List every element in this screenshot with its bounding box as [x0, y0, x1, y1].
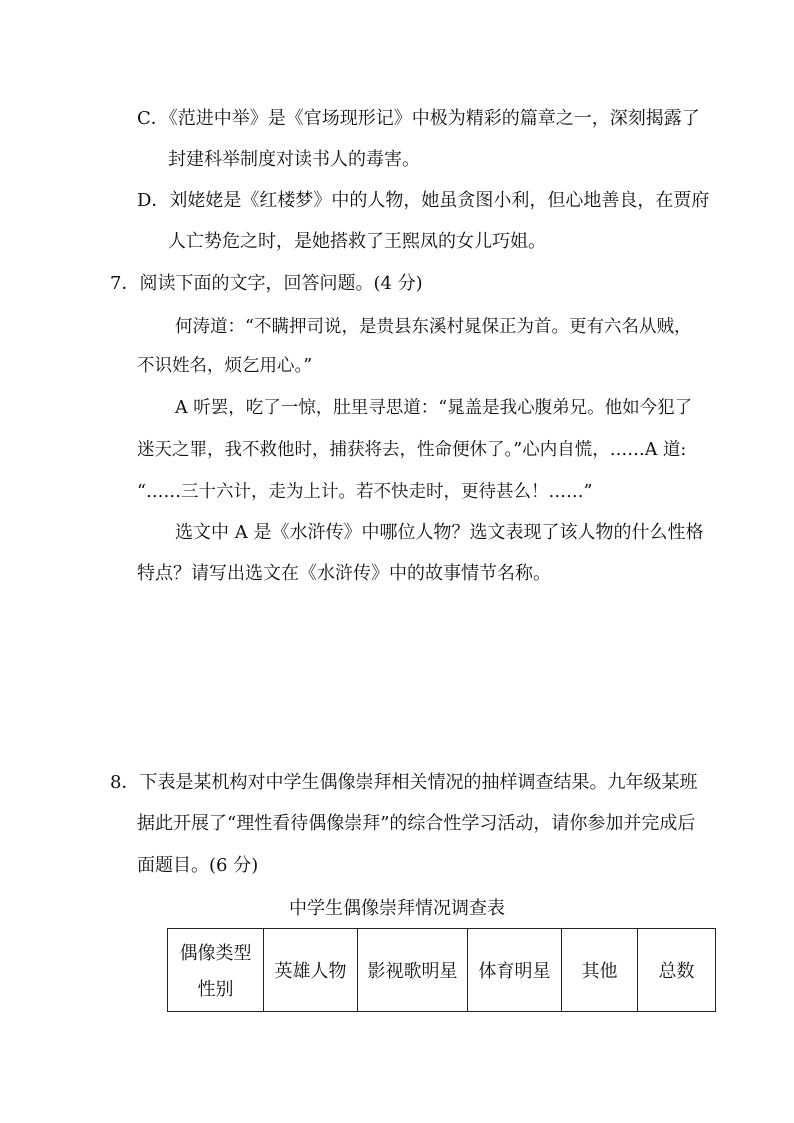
- header-idol-type: 偶像类型: [179, 943, 252, 964]
- table-caption: 中学生偶像崇拜情况调查表: [289, 898, 505, 919]
- question-8-line2: 据此开展了“理性看待偶像崇拜”的综合性学习活动，请你参加并完成后: [137, 813, 696, 834]
- header-heroes: 英雄人物: [264, 929, 358, 1012]
- header-film-music-stars: 影视歌明星: [358, 929, 468, 1012]
- question-8-line1: 8．下表是某机构对中学生偶像崇拜相关情况的抽样调查结果。九年级某班: [110, 772, 698, 793]
- survey-table: [167, 928, 716, 1012]
- question-7-ask-line1: 选文中 A 是《水浒传》中哪位人物？选文表现了该人物的什么性格: [175, 522, 704, 543]
- table-header-row: [168, 929, 716, 1012]
- header-diagonal-cell: [168, 929, 264, 1012]
- passage-line-2: 不识姓名，烦乞用心。”: [137, 356, 313, 376]
- header-sports-stars: 体育明星: [468, 929, 562, 1012]
- question-7-ask-line2: 特点？请写出选文在《水浒传》中的故事情节名称。: [137, 563, 551, 584]
- option-d-line1: D．刘姥姥是《红楼梦》中的人物，她虽贪图小利，但心地善良，在贾府: [137, 190, 710, 211]
- header-others: 其他: [562, 929, 638, 1012]
- passage-line-1: 何涛道：“不瞒押司说，是贵县东溪村晁保正为首。更有六名从贼，: [175, 317, 692, 337]
- passage-line-5: “……三十六计，走为上计。若不快走时，更待甚么！……”: [137, 482, 593, 502]
- header-total: 总数: [638, 929, 716, 1012]
- question-8-line3: 面题目。(6 分): [137, 855, 259, 876]
- header-gender: 性别: [197, 979, 234, 1000]
- option-d-line2: 人亡势危之时，是她搭救了王熙凤的女儿巧姐。: [168, 231, 546, 252]
- passage-line-4: 迷天之罪，我不救他时，捕获将去，性命便休了。”心内自慌，……A 道:: [137, 440, 687, 460]
- option-c-line2: 封建科举制度对读书人的毒害。: [168, 149, 420, 170]
- question-7-title: 7．阅读下面的文字，回答问题。(4 分): [110, 273, 423, 294]
- passage-line-3: A 听罢，吃了一惊，肚里寻思道：“晁盖是我心腹弟兄。他如今犯了: [175, 398, 693, 418]
- option-c-line1: C．《范进中举》是《官场现形记》中极为精彩的篇章之一，深刻揭露了: [137, 108, 700, 129]
